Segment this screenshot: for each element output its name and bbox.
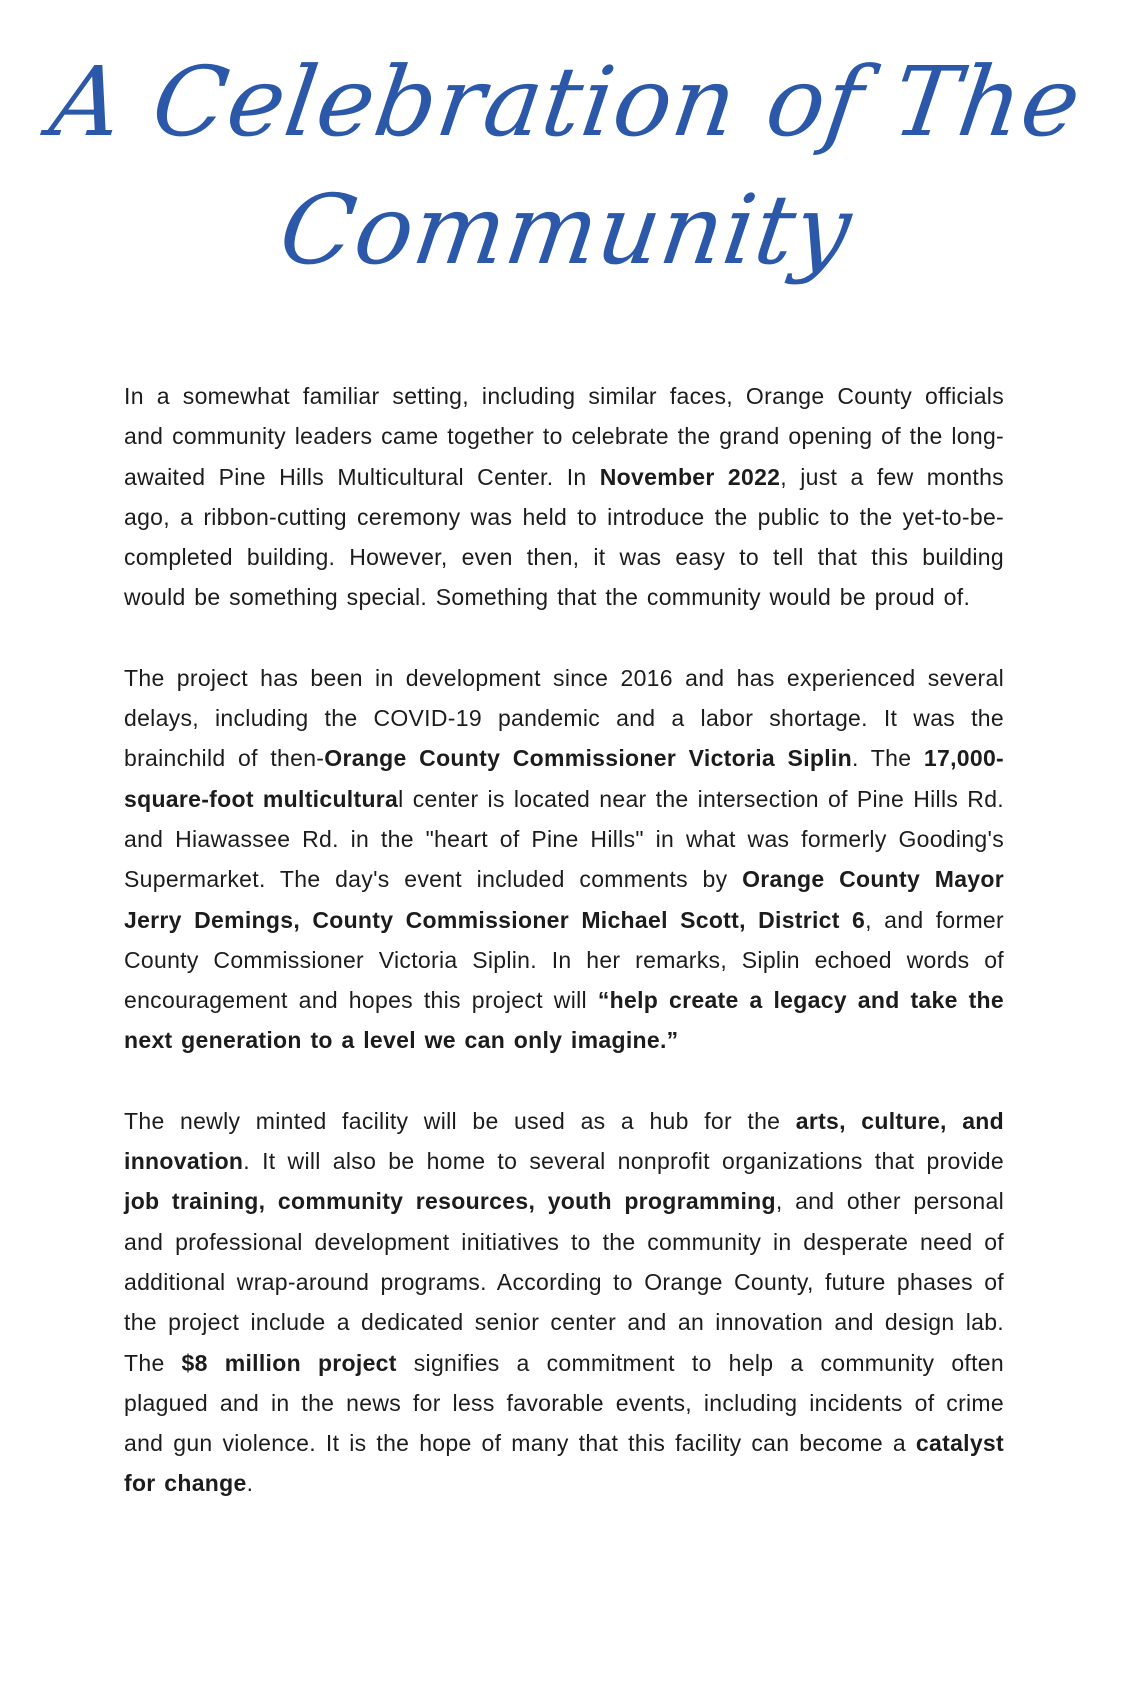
text-run: l center is located near the intersection of Pine Hills Rd. and Hiawassee Rd. in the "heart of Pine Hills" in what was formerly Gooding's Supermarket. The day's event included comments by (124, 785, 1004, 893)
title-line-2: Community (273, 174, 859, 286)
bold-text-run: Orange County Mayor Jerry Demings, County Commissioner Michael Scott, District 6 (124, 866, 1004, 933)
text-run: . (246, 1470, 254, 1497)
title-line-1: A Celebration of The (44, 46, 1088, 158)
text-run: . It will also be home to several nonprofit organizations that provide (243, 1148, 1004, 1175)
text-run: The newly minted facility will be used as a hub for the (124, 1107, 796, 1134)
paragraph-2 (124, 658, 1004, 1061)
article-body (124, 376, 1004, 1544)
text-run: , and other personal and professional development initiatives to the community in desperate need of additional wrap-around programs. According to Orange County, future phases of the project include a dedicated senior center and an innovation and design lab. The (124, 1188, 1004, 1376)
bold-text-run: catalyst for change (124, 1430, 1004, 1497)
text-run: In a somewhat familiar setting, including similar faces, Orange County officials and community leaders came together to celebrate the grand opening of the long-awaited Pine Hills Multicultural Center. In (124, 383, 1004, 490)
bold-text-run: November 2022 (599, 463, 781, 490)
bold-text-run: “help create a legacy and take the next generation to a level we can only imagine.” (124, 987, 1004, 1054)
bold-text-run: arts, culture, and innovation (124, 1107, 1004, 1175)
text-run: signifies a commitment to help a community often plagued and in the news for less favorable events, including incidents of crime and gun violence. It is the hope of many that this facility can become a (124, 1349, 1004, 1457)
bold-text-run: Orange County Commissioner Victoria Siplin (324, 745, 852, 772)
text-run: The project has been in development since 2016 and has experienced several delays, including the COVID-19 pandemic and a labor shortage. It was the brainchild of then- (124, 664, 1004, 772)
text-run: , just a few months ago, a ribbon-cutting ceremony was held to introduce the public to the yet-to-be-completed building. However, even then, it was easy to tell that this building would be something special. Something that the community would be proud of. (124, 463, 1004, 611)
bold-text-run: job training, community resources, youth programming (124, 1188, 776, 1215)
paragraph-1 (124, 376, 1004, 618)
bold-text-run: $8 million project (181, 1349, 397, 1376)
text-run: . The (851, 745, 924, 772)
text-run: , and former County Commissioner Victoria Siplin. In her remarks, Siplin echoed words of encouragement and hopes this project will (124, 906, 1004, 1014)
bold-text-run: 17,000-square-foot multicultura (124, 745, 1004, 812)
paragraph-3 (124, 1101, 1004, 1504)
